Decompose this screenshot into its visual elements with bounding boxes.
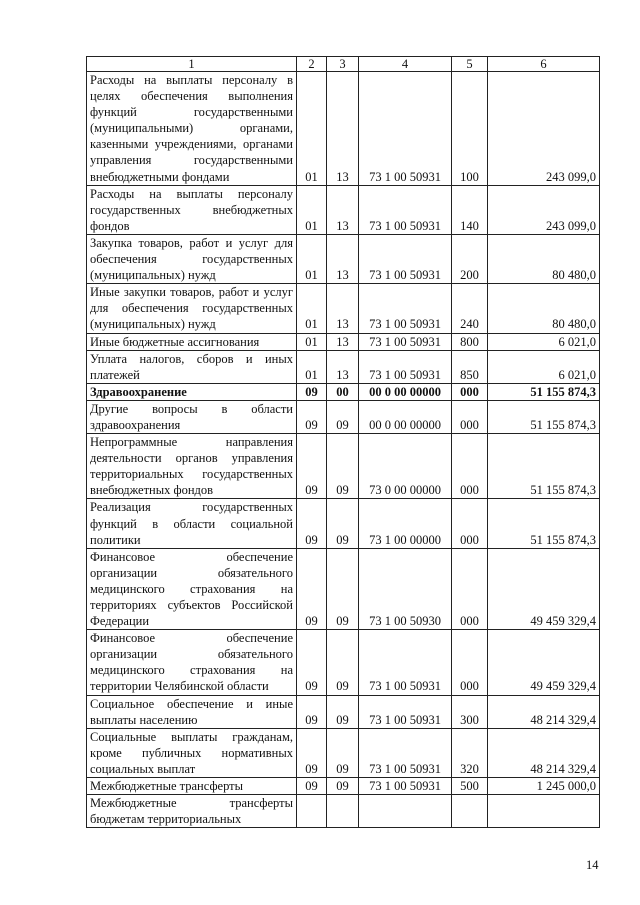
budget-table: [86, 56, 600, 828]
row-expense-type: 240: [452, 284, 488, 333]
row-name: Финансовое обеспечение организации обязательного медицинского страхования на территориях субъектов Российской Федерации: [87, 548, 297, 629]
row-section: 01: [297, 350, 327, 383]
row-target-article: [359, 795, 452, 828]
table-row: [87, 695, 600, 728]
row-target-article: 73 1 00 50931: [359, 728, 452, 777]
row-subsection: [327, 795, 359, 828]
row-section: 09: [297, 400, 327, 433]
row-amount: 51 155 874,3: [488, 434, 600, 499]
row-expense-type: 850: [452, 350, 488, 383]
row-amount: 51 155 874,3: [488, 400, 600, 433]
row-section: 01: [297, 234, 327, 283]
table-row: [87, 350, 600, 383]
table-row: [87, 383, 600, 400]
table-row: [87, 400, 600, 433]
row-subsection: 09: [327, 499, 359, 548]
row-name: Межбюджетные трансферты бюджетам территориальных: [87, 795, 297, 828]
row-target-article: 73 1 00 50931: [359, 234, 452, 283]
row-expense-type: 000: [452, 434, 488, 499]
row-subsection: 13: [327, 234, 359, 283]
row-section: 01: [297, 333, 327, 350]
row-expense-type: [452, 795, 488, 828]
row-subsection: 09: [327, 548, 359, 629]
row-subsection: 09: [327, 695, 359, 728]
row-target-article: 73 1 00 50931: [359, 333, 452, 350]
row-name: Иные закупки товаров, работ и услуг для обеспечения государственных (муниципальных) нужд: [87, 284, 297, 333]
row-expense-type: 200: [452, 234, 488, 283]
table-row: [87, 185, 600, 234]
row-target-article: 00 0 00 00000: [359, 400, 452, 433]
header-col-1: 1: [87, 57, 297, 72]
table-row: [87, 499, 600, 548]
row-target-article: 73 0 00 00000: [359, 434, 452, 499]
row-expense-type: 000: [452, 548, 488, 629]
row-expense-type: 000: [452, 400, 488, 433]
row-expense-type: 000: [452, 630, 488, 695]
table-row: [87, 333, 600, 350]
row-section: 09: [297, 383, 327, 400]
page-number: 14: [586, 858, 599, 872]
table-row: [87, 284, 600, 333]
row-amount: 48 214 329,4: [488, 728, 600, 777]
header-col-3: 3: [327, 57, 359, 72]
row-amount: 48 214 329,4: [488, 695, 600, 728]
table-body: [87, 72, 600, 828]
row-expense-type: 000: [452, 499, 488, 548]
row-amount: 51 155 874,3: [488, 383, 600, 400]
row-section: 09: [297, 630, 327, 695]
row-name: Расходы на выплаты персоналу в целях обеспечения выполнения функций государственными (муниципальными) органами, казенными учреждениями, органами управления государственными внебюджетными фондами: [87, 72, 297, 186]
row-target-article: 73 1 00 50930: [359, 548, 452, 629]
table-row: [87, 72, 600, 186]
row-name: Закупка товаров, работ и услуг для обеспечения государственных (муниципальных) нужд: [87, 234, 297, 283]
row-name: Финансовое обеспечение организации обязательного медицинского страхования на территории Челябинской области: [87, 630, 297, 695]
row-amount: 243 099,0: [488, 72, 600, 186]
row-subsection: 13: [327, 350, 359, 383]
row-target-article: 73 1 00 00000: [359, 499, 452, 548]
row-amount: 49 459 329,4: [488, 630, 600, 695]
row-subsection: 00: [327, 383, 359, 400]
row-target-article: 73 1 00 50931: [359, 695, 452, 728]
row-subsection: 13: [327, 72, 359, 186]
row-name: Реализация государственных функций в области социальной политики: [87, 499, 297, 548]
row-subsection: 09: [327, 728, 359, 777]
row-target-article: 73 1 00 50931: [359, 185, 452, 234]
row-target-article: 73 1 00 50931: [359, 72, 452, 186]
row-subsection: 13: [327, 185, 359, 234]
row-subsection: 09: [327, 434, 359, 499]
row-section: [297, 795, 327, 828]
table-row: [87, 795, 600, 828]
row-expense-type: 500: [452, 778, 488, 795]
row-target-article: 00 0 00 00000: [359, 383, 452, 400]
row-amount: [488, 795, 600, 828]
table-row: [87, 630, 600, 695]
row-section: 09: [297, 548, 327, 629]
row-amount: 6 021,0: [488, 333, 600, 350]
table-row: [87, 778, 600, 795]
row-section: 01: [297, 284, 327, 333]
row-amount: 80 480,0: [488, 284, 600, 333]
row-name: Иные бюджетные ассигнования: [87, 333, 297, 350]
row-subsection: 13: [327, 333, 359, 350]
row-amount: 1 245 000,0: [488, 778, 600, 795]
row-section: 01: [297, 72, 327, 186]
row-amount: 80 480,0: [488, 234, 600, 283]
row-expense-type: 800: [452, 333, 488, 350]
row-section: 09: [297, 695, 327, 728]
header-col-5: 5: [452, 57, 488, 72]
row-expense-type: 100: [452, 72, 488, 186]
table-row: [87, 234, 600, 283]
row-subsection: 09: [327, 630, 359, 695]
row-expense-type: 320: [452, 728, 488, 777]
row-name: Социальное обеспечение и иные выплаты населению: [87, 695, 297, 728]
row-name: Здравоохранение: [87, 383, 297, 400]
row-subsection: 09: [327, 400, 359, 433]
row-target-article: 73 1 00 50931: [359, 350, 452, 383]
row-amount: 6 021,0: [488, 350, 600, 383]
table-row: [87, 728, 600, 777]
row-expense-type: 000: [452, 383, 488, 400]
row-name: Социальные выплаты гражданам, кроме публичных нормативных социальных выплат: [87, 728, 297, 777]
row-subsection: 09: [327, 778, 359, 795]
row-expense-type: 140: [452, 185, 488, 234]
row-amount: 49 459 329,4: [488, 548, 600, 629]
row-name: Другие вопросы в области здравоохранения: [87, 400, 297, 433]
row-name: Расходы на выплаты персоналу государственных внебюджетных фондов: [87, 185, 297, 234]
header-col-4: 4: [359, 57, 452, 72]
row-target-article: 73 1 00 50931: [359, 284, 452, 333]
row-subsection: 13: [327, 284, 359, 333]
table-header-row: [87, 57, 600, 72]
table-row: [87, 434, 600, 499]
table-row: [87, 548, 600, 629]
row-section: 01: [297, 185, 327, 234]
header-col-2: 2: [297, 57, 327, 72]
row-section: 09: [297, 434, 327, 499]
row-amount: 243 099,0: [488, 185, 600, 234]
row-target-article: 73 1 00 50931: [359, 778, 452, 795]
header-col-6: 6: [488, 57, 600, 72]
row-name: Непрограммные направления деятельности органов управления территориальных государственных внебюджетных фондов: [87, 434, 297, 499]
row-name: Уплата налогов, сборов и иных платежей: [87, 350, 297, 383]
row-expense-type: 300: [452, 695, 488, 728]
row-name: Межбюджетные трансферты: [87, 778, 297, 795]
row-target-article: 73 1 00 50931: [359, 630, 452, 695]
row-section: 09: [297, 499, 327, 548]
row-section: 09: [297, 778, 327, 795]
row-amount: 51 155 874,3: [488, 499, 600, 548]
row-section: 09: [297, 728, 327, 777]
